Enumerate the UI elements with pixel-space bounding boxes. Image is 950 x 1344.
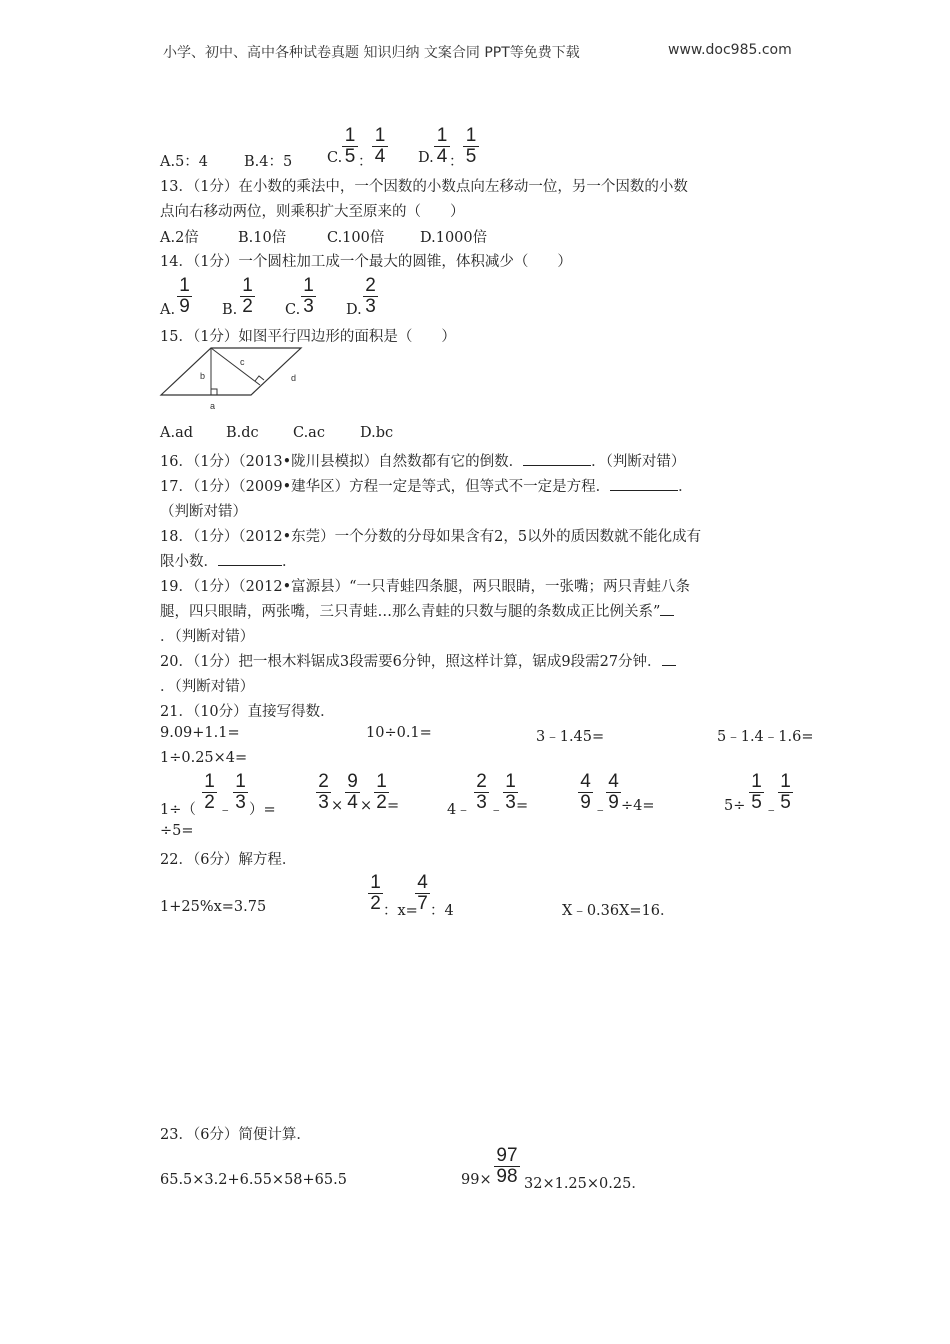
q23-expr2-part: 99× xyxy=(461,1172,492,1188)
fraction: 1 2 xyxy=(368,873,383,914)
fraction: 4 7 xyxy=(415,873,430,914)
answer-blank[interactable] xyxy=(523,465,591,466)
q17-line2: （判断对错） xyxy=(160,504,247,520)
q13-option-d: D.1000倍 xyxy=(420,230,488,246)
label-b: b xyxy=(200,371,206,381)
fraction: 1 2 xyxy=(202,772,217,813)
fraction: 1 9 xyxy=(177,276,192,317)
fraction: 97 98 xyxy=(494,1146,520,1187)
fraction: 4 9 xyxy=(578,772,593,813)
fraction: 1 2 xyxy=(240,276,255,317)
q12-option-b: B.4：5 xyxy=(244,154,293,170)
q12-option-a: A.5：4 xyxy=(160,154,209,170)
q12-option-c-label: C. xyxy=(327,150,343,166)
fraction: 2 3 xyxy=(316,772,331,813)
q18-line1: 18．（1分）（2012•东莞）一个分数的分母如果含有2，5以外的质因数就不能化成有 xyxy=(160,529,702,545)
minus-sign: ﹣ xyxy=(489,802,504,818)
q23-expr3: 32×1.25×0.25． xyxy=(524,1176,646,1192)
q19-line3: ．（判断对错） xyxy=(160,629,255,645)
answer-blank[interactable] xyxy=(662,665,676,666)
answer-blank[interactable] xyxy=(660,615,674,616)
equals-sign: = xyxy=(516,798,529,814)
q21-expr-part: ÷4= xyxy=(621,798,655,814)
height-line-c xyxy=(211,348,260,385)
fraction: 1 4 xyxy=(372,126,388,167)
q22-eq1: 1+25%x=3.75 xyxy=(160,899,267,915)
q21-expr: 3﹣1.45= xyxy=(536,729,605,745)
right-angle-mark xyxy=(255,376,264,381)
q21-expr-part: ÷5= xyxy=(160,823,194,839)
fraction: 9 4 xyxy=(345,772,360,813)
q21-expr: 1÷0.25×4= xyxy=(160,750,248,766)
label-d: d xyxy=(291,373,297,383)
fraction: 1 5 xyxy=(778,772,793,813)
fraction: 1 2 xyxy=(374,772,389,813)
fraction: 1 5 xyxy=(463,126,479,167)
q19-text: 腿，四只眼睛，两张嘴，三只青蛙…那么青蛙的只数与腿的条数成正比例关系” xyxy=(160,604,661,620)
q22-eq2-part: ：4 xyxy=(430,903,454,919)
q18-text: 限小数． xyxy=(160,554,218,570)
q17-text: 17．（1分）（2009•建华区）方程一定是等式，但等式不一定是方程． xyxy=(160,479,611,495)
q13-line2: 点向右移动两位，则乘积扩大至原来的（ ） xyxy=(160,204,465,220)
q13-option-a: A.2倍 xyxy=(160,230,199,246)
q15-option-a: A.ad xyxy=(160,425,194,441)
q21-expr-part: 4﹣ xyxy=(447,802,471,818)
q21-expr-part: 1÷（ xyxy=(160,802,196,818)
fraction: 1 4 xyxy=(434,126,450,167)
q18-tail: ． xyxy=(282,554,297,570)
ratio-sign: ： xyxy=(358,154,373,170)
q21-expr: 5﹣1.4﹣1.6= xyxy=(717,729,814,745)
q15-option-d: D.bc xyxy=(360,425,394,441)
fraction: 2 3 xyxy=(474,772,489,813)
minus-sign: ﹣ xyxy=(593,802,608,818)
q21-title: 21．（10分）直接写得数． xyxy=(160,704,335,720)
q19-line2 xyxy=(160,600,674,621)
ratio-sign: ： xyxy=(449,154,464,170)
answer-blank[interactable] xyxy=(218,565,282,566)
fraction: 1 3 xyxy=(503,772,518,813)
q21-expr-part: ）= xyxy=(249,802,276,818)
q13-option-c: C.100倍 xyxy=(327,230,385,246)
q16-text: 16．（1分）（2013•陇川县模拟）自然数都有它的倒数． xyxy=(160,454,524,470)
right-angle-mark xyxy=(211,389,217,395)
q20-line2: ．（判断对错） xyxy=(160,679,255,695)
parallelogram-shape xyxy=(161,348,301,395)
fraction: 1 5 xyxy=(749,772,764,813)
answer-blank[interactable] xyxy=(610,490,678,491)
q14-option-c-label: C. xyxy=(285,302,301,318)
fraction: 4 9 xyxy=(606,772,621,813)
parallelogram-figure xyxy=(158,345,308,415)
equals-sign: = xyxy=(387,798,400,814)
page-header xyxy=(163,42,580,62)
header-url[interactable]: www.doc985.com xyxy=(668,42,792,58)
q13-option-b: B.10倍 xyxy=(238,230,287,246)
q23-title: 23．（6分）简便计算． xyxy=(160,1127,311,1143)
header-text: 小学、初中、高中各种试卷真题 知识归纳 文案合同 PPT等免费下载 xyxy=(163,45,580,61)
q19-line1: 19．（1分）（2012•富源县）“一只青蛙四条腿，两只眼睛，一张嘴；两只青蛙八条 xyxy=(160,579,691,595)
q17-tail: ． xyxy=(678,479,693,495)
q20-text: 20．（1分）把一根木料锯成3段需要6分钟，照这样计算，锯成9段需27分钟． xyxy=(160,654,662,670)
q20-line1 xyxy=(160,650,676,671)
q14-option-b-label: B. xyxy=(222,302,238,318)
q22-title: 22．（6分）解方程． xyxy=(160,852,297,868)
q15-option-b: B.dc xyxy=(226,425,259,441)
q16-tail: ．（判断对错） xyxy=(591,454,686,470)
q15-text: 15．（1分）如图平行四边形的面积是（ ） xyxy=(160,329,456,345)
q14-option-d-label: D. xyxy=(346,302,362,318)
q21-expr: 10÷0.1= xyxy=(366,725,432,741)
q18-line2 xyxy=(160,550,297,571)
label-c: c xyxy=(240,357,245,367)
fraction: 2 3 xyxy=(363,276,378,317)
label-a: a xyxy=(210,401,216,411)
minus-sign: ﹣ xyxy=(764,802,779,818)
q21-expr-part: 5÷ xyxy=(724,798,746,814)
q23-expr1: 65.5×3.2+6.55×58+65.5 xyxy=(160,1172,347,1188)
q13-line1: 13．（1分）在小数的乘法中，一个因数的小数点向左移动一位，另一个因数的小数 xyxy=(160,179,688,195)
q22-eq3: X﹣0.36X=16． xyxy=(562,903,675,919)
minus-sign: ﹣ xyxy=(218,802,233,818)
times-sign: × xyxy=(331,798,344,814)
fraction: 1 3 xyxy=(301,276,316,317)
times-sign: × xyxy=(360,798,373,814)
q16-line xyxy=(160,450,685,471)
q14-option-a-label: A. xyxy=(160,302,176,318)
fraction: 1 5 xyxy=(342,126,358,167)
q14-text: 14．（1分）一个圆柱加工成一个最大的圆锥，体积减少（ ） xyxy=(160,254,572,270)
q17-line xyxy=(160,475,693,496)
q21-expr: 9.09+1.1= xyxy=(160,725,240,741)
q12-option-d-label: D. xyxy=(418,150,434,166)
q15-option-c: C.ac xyxy=(293,425,325,441)
q22-eq2-part: ：x= xyxy=(383,903,418,919)
fraction: 1 3 xyxy=(233,772,248,813)
